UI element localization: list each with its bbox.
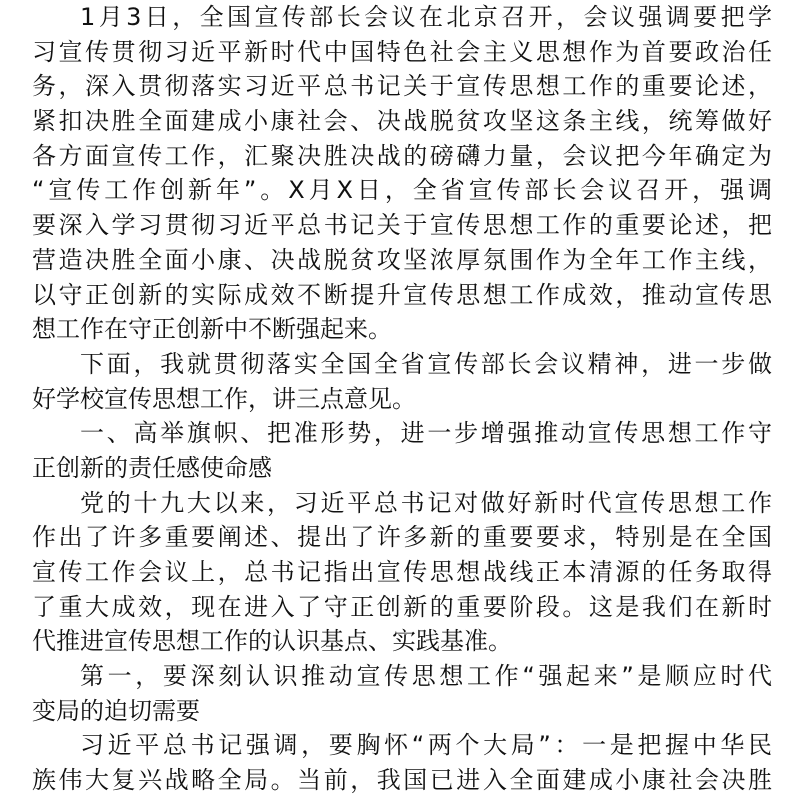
text-line: 好学校宣传思想工作，讲三点意见。 — [32, 384, 416, 413]
text-line: 代推进宣传思想工作的认识基点、实践基准。 — [32, 627, 512, 656]
text-line: 习宣传贯彻习近平新时代中国特色社会主义思想作为首要政治任 — [32, 37, 772, 66]
text-line: 族伟大复兴战略全局。当前，我国已进入全面建成小康社会决胜 — [32, 766, 772, 795]
section-heading-line: 一、高举旗帜、把准形势，进一步增强推动宣传思想工作守 — [80, 419, 772, 448]
text-line: 了重大成效，现在进入了守正创新的重要阶段。这是我们在新时 — [32, 592, 772, 621]
subheading-line: 变局的迫切需要 — [32, 696, 200, 725]
text-line: 宣传工作会议上，总书记指出宣传思想战线正本清源的任务取得 — [32, 558, 772, 586]
text-line: 作出了许多重要阐述、提出了许多新的重要要求，特别是在全国 — [32, 523, 772, 552]
text-line: “宣传工作创新年”。X月X日，全省宣传部长会议召开，强调 — [32, 176, 772, 205]
document-body — [32, 0, 772, 798]
text-line: 习近平总书记强调，要胸怀“两个大局”：一是把握中华民 — [80, 731, 772, 760]
text-line: 1月3日，全国宣传部长会议在北京召开，会议强调要把学 — [80, 3, 772, 31]
text-line: 党的十九大以来，习近平总书记对做好新时代宣传思想工作 — [80, 488, 772, 517]
text-line: 要深入学习贯彻习近平总书记关于宣传思想工作的重要论述，把 — [32, 211, 772, 240]
section-heading-line: 正创新的责任感使命感 — [32, 453, 272, 482]
text-line: 以守正创新的实际成效不断提升宣传思想工作成效，推动宣传思 — [32, 280, 772, 309]
text-line: 想工作在守正创新中不断强起来。 — [32, 315, 392, 344]
text-line: 各方面宣传工作，汇聚决胜决战的磅礴力量，会议把今年确定为 — [32, 141, 772, 170]
text-line: 下面，我就贯彻落实全国全省宣传部长会议精神，进一步做 — [80, 349, 772, 378]
subheading-line: 第一，要深刻认识推动宣传思想工作“强起来”是顺应时代 — [80, 662, 772, 691]
text-line: 紧扣决胜全面建成小康社会、决战脱贫攻坚这条主线，统筹做好 — [32, 107, 772, 136]
text-line: 营造决胜全面小康、决战脱贫攻坚浓厚氛围作为全年工作主线， — [32, 245, 772, 274]
text-line: 务，深入贯彻落实习近平总书记关于宣传思想工作的重要论述， — [32, 72, 772, 101]
